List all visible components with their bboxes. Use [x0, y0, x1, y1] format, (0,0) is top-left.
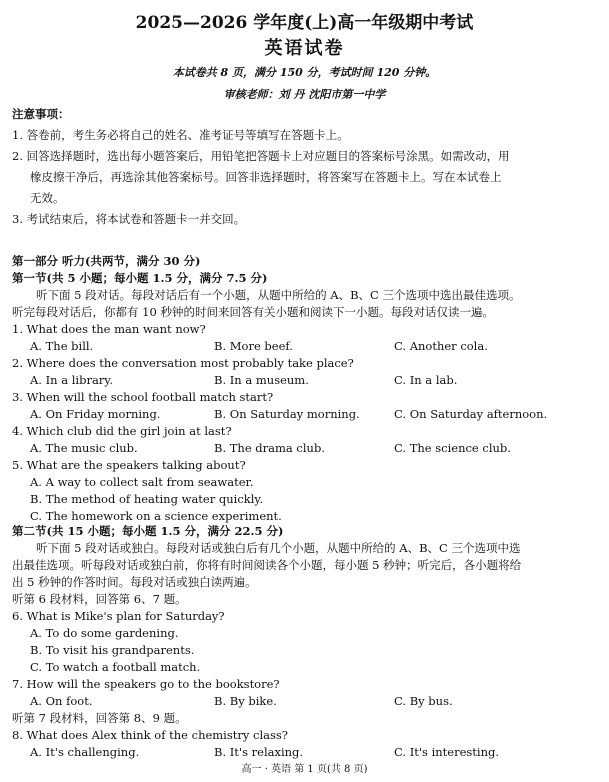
- question-1-option-b: B. More beef.: [214, 339, 293, 353]
- question-5-option-a: A. A way to collect salt from seawater.: [30, 475, 254, 489]
- question-2-option-c: C. In a lab.: [394, 373, 458, 387]
- note-2-line-2: 橡皮擦干净后，再选涂其他答案标号。回答非选择题时，将答案写在答题卡上。写在本试卷上: [30, 170, 502, 184]
- section2-instructions-2: 出最佳选项。听每段对话或独白前，你将有时间阅读各个小题，每小题 5 秒钟；听完后，各小题将给: [12, 558, 522, 572]
- reviewers: 审核老师：刘 丹 沈阳市第一中学: [223, 88, 386, 101]
- question-4-option-c: C. The science club.: [394, 441, 511, 455]
- question-3-option-b: B. On Saturday morning.: [214, 407, 360, 421]
- question-7-option-c: C. By bus.: [394, 694, 453, 708]
- section2-heading: 第二节(共 15 小题；每小题 1.5 分，满分 22.5 分): [12, 524, 284, 538]
- question-5-option-c: C. The homework on a science experiment.: [30, 509, 282, 523]
- question-3-option-a: A. On Friday morning.: [30, 407, 161, 421]
- part1-heading: 第一部分 听力(共两节，满分 30 分): [12, 254, 201, 268]
- question-8-option-a: A. It's challenging.: [30, 745, 140, 759]
- section1-heading: 第一节(共 5 小题；每小题 1.5 分，满分 7.5 分): [12, 271, 268, 285]
- question-6-option-b: B. To visit his grandparents.: [30, 643, 195, 657]
- question-4-stem: 4. Which club did the girl join at last?: [12, 424, 232, 438]
- question-3-stem: 3. When will the school football match start?: [12, 390, 274, 404]
- page-footer: 高一 · 英语 第 1 页(共 8 页): [241, 764, 368, 775]
- question-2-option-b: B. In a museum.: [214, 373, 309, 387]
- note-2-line-3: 无效。: [30, 191, 65, 205]
- note-1: 1. 答卷前，考生务必将自己的姓名、准考证号等填写在答题卡上。: [12, 128, 349, 142]
- material-6-note: 听第 6 段材料，回答第 6、7 题。: [12, 592, 187, 606]
- notes-heading: 注意事项：: [12, 107, 70, 121]
- question-7-stem: 7. How will the speakers go to the bookstore?: [12, 677, 280, 691]
- question-5-stem: 5. What are the speakers talking about?: [12, 458, 246, 472]
- exam-title: 2025—2026 学年度(上)高一年级期中考试: [135, 13, 474, 33]
- exam-info: 本试卷共 8 页，满分 150 分，考试时间 120 分钟。: [172, 66, 437, 79]
- question-6-stem: 6. What is Mike's plan for Saturday?: [12, 609, 225, 623]
- question-4-option-a: A. The music club.: [30, 441, 138, 455]
- question-2-stem: 2. Where does the conversation most probably take place?: [12, 356, 354, 370]
- question-8-option-c: C. It's interesting.: [394, 745, 500, 759]
- question-6-option-c: C. To watch a football match.: [30, 660, 201, 674]
- note-3: 3. 考试结束后，将本试卷和答题卡一并交回。: [12, 212, 246, 226]
- question-5-option-b: B. The method of heating water quickly.: [30, 492, 264, 506]
- question-2-option-a: A. In a library.: [30, 373, 113, 387]
- question-7-option-b: B. By bike.: [214, 694, 277, 708]
- question-4-option-b: B. The drama club.: [214, 441, 325, 455]
- note-2-line-1: 2. 回答选择题时，选出每小题答案后，用铅笔把答题卡上对应题目的答案标号涂黑。如需改动，用: [12, 149, 510, 163]
- question-8-option-b: B. It's relaxing.: [214, 745, 304, 759]
- question-7-option-a: A. On foot.: [30, 694, 93, 708]
- section1-instructions-2: 听完每段对话后，你都有 10 秒钟的时间来回答有关小题和阅读下一小题。每段对话仅读一遍。: [12, 305, 494, 319]
- subject-title: 英语试卷: [264, 38, 345, 59]
- material-7-note: 听第 7 段材料，回答第 8、9 题。: [12, 711, 187, 725]
- section2-instructions-3: 出 5 秒钟的作答时间。每段对话或独白读两遍。: [12, 575, 257, 589]
- section2-instructions-1: 听下面 5 段对话或独白。每段对话或独白后有几个小题，从题中所给的 A、B、C 三个选项中选: [36, 541, 521, 555]
- question-8-stem: 8. What does Alex think of the chemistry class?: [12, 728, 288, 742]
- section1-instructions-1: 听下面 5 段对话。每段对话后有一个小题，从题中所给的 A、B、C 三个选项中选出最佳选项。: [36, 288, 521, 302]
- question-3-option-c: C. On Saturday afternoon.: [394, 407, 548, 421]
- question-1-option-a: A. The bill.: [30, 339, 94, 353]
- question-1-stem: 1. What does the man want now?: [12, 322, 206, 336]
- question-6-option-a: A. To do some gardening.: [30, 626, 179, 640]
- question-1-option-c: C. Another cola.: [394, 339, 488, 353]
